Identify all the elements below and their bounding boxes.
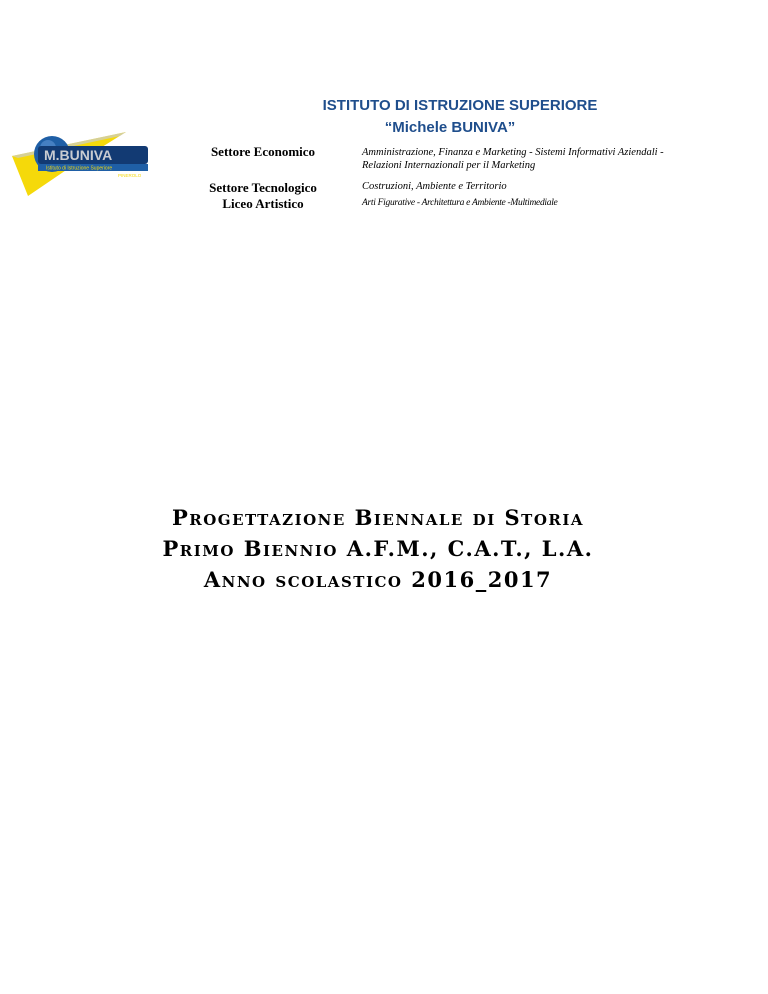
title-line-1: Progettazione Biennale di Storia: [171, 505, 585, 530]
sector-desc-line: Amministrazione, Finanza e Marketing - Sistemi Informativi Aziendali -: [362, 147, 664, 158]
buniva-logo: [8, 126, 168, 198]
sector-label-tecnologico: Settore Tecnologico: [209, 180, 317, 195]
sector-desc-line: Costruzioni, Ambiente e Territorio: [362, 181, 507, 192]
title-line-2: Primo Biennio A.F.M., C.A.T., L.A.: [162, 536, 594, 561]
sector-desc-tecnologico: [362, 180, 722, 193]
logo-text: M.BUNIVA: [44, 147, 113, 163]
sector-label-artistico: Liceo Artistico: [222, 196, 304, 211]
institute-name: ISTITUTO DI ISTRUZIONE SUPERIORE: [322, 97, 598, 114]
sector-label-economico: Settore Economico: [210, 144, 316, 159]
school-name: “Michele BUNIVA”: [384, 119, 516, 136]
title-line-3: Anno scolastico 2016_2017: [203, 567, 553, 592]
logo-city: PINEROLO: [118, 173, 142, 178]
project-title: [0, 502, 768, 595]
sector-desc-artistico: [362, 197, 722, 210]
sector-desc-economico: [362, 146, 722, 172]
logo-graphic: [8, 126, 168, 198]
logo-subtext: Istituto di Istruzione Superiore: [46, 165, 113, 172]
sector-desc-line: Relazioni Internazionali per il Marketing: [362, 160, 536, 171]
sector-desc-line: Arti Figurative - Architettura e Ambiente -Multimediale: [362, 198, 558, 208]
